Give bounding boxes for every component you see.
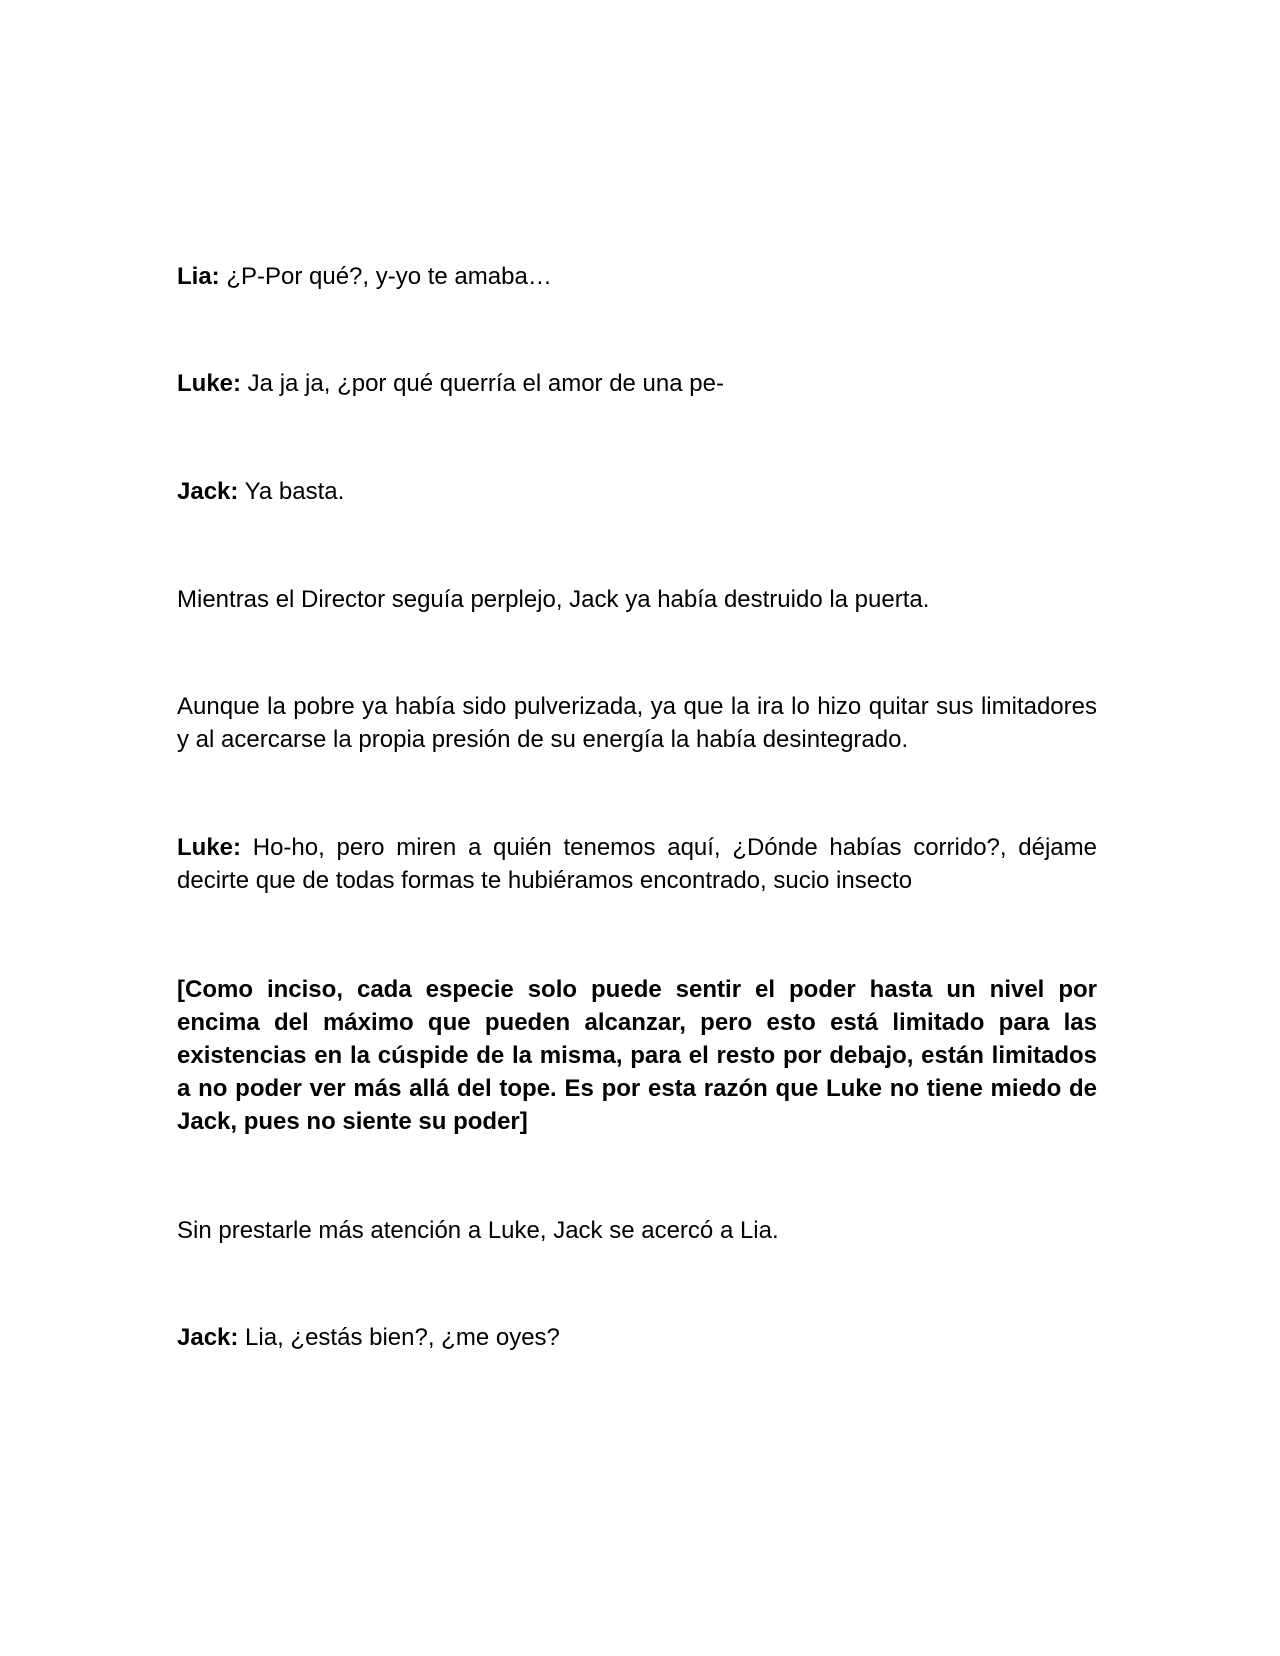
speaker-name: Jack: [177,1324,239,1351]
speaker-name: Jack: [177,478,239,505]
dialogue-text: Ya basta. [238,478,345,505]
narration-text: Sin prestarle más atención a Luke, Jack se acercó a Lia. [177,1217,779,1244]
narration-paragraph [177,583,1097,616]
speaker-name: Luke: [177,370,242,397]
narration-paragraph [177,690,1097,756]
dialogue-lia [177,260,1097,293]
dialogue-jack [177,1321,1097,1354]
dialogue-text: Lia, ¿estás bien?, ¿me oyes? [238,1324,560,1351]
dialogue-luke [177,367,1097,400]
narration-text: Mientras el Director seguía perplejo, Jack ya había destruido la puerta. [177,586,930,613]
dialogue-jack [177,475,1097,508]
narration-paragraph [177,1214,1097,1247]
narration-text: Aunque la pobre ya había sido pulverizada, ya que la ira lo hizo quitar sus limitadores y al acercarse la propia presión de su energía la había desintegrado. [177,693,1097,753]
dialogue-luke [177,831,1097,897]
dialogue-text: Ho-ho, pero miren a quién tenemos aquí, ¿Dónde habías corrido?, déjame decirte que de todas formas te hubiéramos encontrado, sucio insecto [177,834,1097,894]
aside-note-paragraph [177,973,1097,1138]
speaker-name: Lia: [177,263,220,290]
speaker-name: Luke: [177,834,242,861]
aside-note-text: [Como inciso, cada especie solo puede sentir el poder hasta un nivel por encima del máximo que pueden alcanzar, pero esto está limitado para las existencias en la cúspide de la misma, para el resto por debajo, están limitados a no poder ver más allá del tope. Es por esta razón que Luke no tiene miedo de Jack, pues no siente su poder] [177,976,1097,1135]
dialogue-text: ¿P-Por qué?, y-yo te amaba… [219,263,552,290]
dialogue-text: Ja ja ja, ¿por qué querría el amor de una pe- [241,370,724,397]
